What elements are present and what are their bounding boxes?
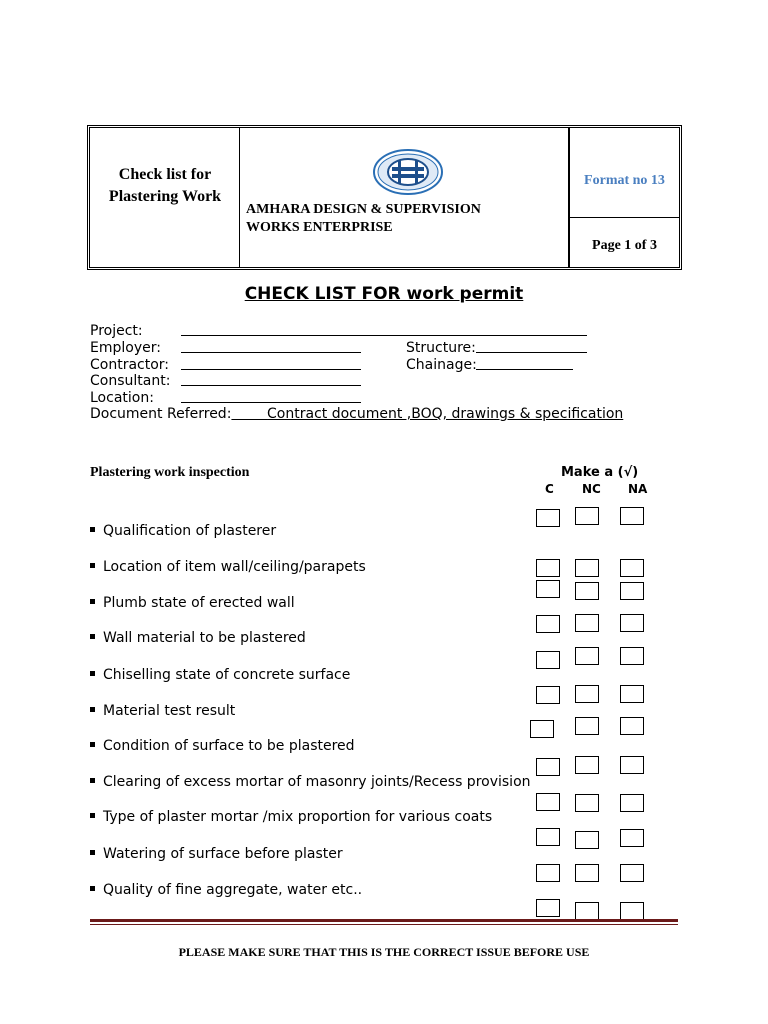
bullet-icon bbox=[90, 742, 95, 747]
checklist-title-line2: Plastering Work bbox=[108, 188, 222, 205]
checklist-item-label: Clearing of excess mortar of masonry joints/Recess provision bbox=[103, 774, 531, 790]
checkbox-c[interactable] bbox=[536, 864, 560, 882]
checklist-item-label: Condition of surface to be plastered bbox=[103, 738, 355, 754]
header-meta-cell bbox=[568, 128, 679, 267]
consultant-input-line[interactable] bbox=[181, 385, 361, 386]
checkbox-na[interactable] bbox=[620, 614, 644, 632]
checkbox-c[interactable] bbox=[536, 509, 560, 527]
checkbox-na[interactable] bbox=[620, 559, 644, 577]
checklist-item bbox=[90, 595, 295, 611]
employer-label: Employer: bbox=[90, 340, 161, 356]
checkbox-na[interactable] bbox=[620, 507, 644, 525]
checklist-item-label: Quality of fine aggregate, water etc.. bbox=[103, 882, 363, 898]
checkbox-nc[interactable] bbox=[575, 685, 599, 703]
checkbox-na[interactable] bbox=[620, 902, 644, 920]
checklist-item bbox=[90, 703, 235, 719]
checkbox-nc[interactable] bbox=[575, 559, 599, 577]
consultant-label: Consultant: bbox=[90, 373, 171, 389]
contractor-label: Contractor: bbox=[90, 357, 170, 373]
checkbox-c[interactable] bbox=[536, 651, 560, 669]
checkbox-nc[interactable] bbox=[575, 647, 599, 665]
checklist-item bbox=[90, 882, 362, 898]
checklist-item bbox=[90, 846, 343, 862]
checkbox-na[interactable] bbox=[620, 829, 644, 847]
checklist-item bbox=[90, 809, 492, 825]
checkbox-c[interactable] bbox=[536, 758, 560, 776]
column-header-nc: NC bbox=[582, 482, 601, 496]
project-label: Project: bbox=[90, 323, 143, 339]
checkbox-nc[interactable] bbox=[575, 831, 599, 849]
organization-name-line1: AMHARA DESIGN & SUPERVISION bbox=[246, 202, 481, 217]
format-number: Format no 13 bbox=[584, 173, 665, 188]
footer-rule-thin bbox=[90, 924, 678, 925]
checklist-item bbox=[90, 667, 350, 683]
checkbox-c[interactable] bbox=[536, 559, 560, 577]
checklist-item bbox=[90, 774, 531, 790]
bullet-icon bbox=[90, 599, 95, 604]
contractor-input-line[interactable] bbox=[181, 369, 361, 370]
checkbox-c[interactable] bbox=[536, 580, 560, 598]
checkbox-na[interactable] bbox=[620, 647, 644, 665]
checklist-item-label: Qualification of plasterer bbox=[103, 523, 277, 539]
checkbox-na[interactable] bbox=[620, 794, 644, 812]
header-divider bbox=[570, 217, 679, 218]
column-header-c: C bbox=[545, 482, 554, 496]
checklist-item-label: Wall material to be plastered bbox=[103, 630, 306, 646]
checkbox-na[interactable] bbox=[620, 864, 644, 882]
checklist-item-label: Location of item wall/ceiling/parapets bbox=[103, 559, 366, 575]
checkbox-nc[interactable] bbox=[575, 756, 599, 774]
checklist-item-label: Material test result bbox=[103, 703, 236, 719]
organization-logo-icon bbox=[372, 148, 444, 196]
bullet-icon bbox=[90, 527, 95, 532]
checkbox-c[interactable] bbox=[536, 615, 560, 633]
column-header-na: NA bbox=[628, 482, 648, 496]
checklist-title bbox=[90, 164, 240, 208]
project-input-line[interactable] bbox=[181, 335, 587, 336]
checkbox-c[interactable] bbox=[536, 899, 560, 917]
checklist-item-label: Type of plaster mortar /mix proportion for various coats bbox=[103, 809, 493, 825]
structure-label: Structure: bbox=[406, 340, 476, 356]
employer-input-line[interactable] bbox=[181, 352, 361, 353]
bullet-icon bbox=[90, 671, 95, 676]
checklist-item-label: Plumb state of erected wall bbox=[103, 595, 295, 611]
bullet-icon bbox=[90, 634, 95, 639]
checkbox-c[interactable] bbox=[536, 793, 560, 811]
bullet-icon bbox=[90, 850, 95, 855]
location-input-line[interactable] bbox=[181, 402, 361, 403]
organization-name-line2: WORKS ENTERPRISE bbox=[246, 220, 393, 235]
section-title: Plastering work inspection bbox=[90, 465, 250, 480]
organization-name bbox=[246, 201, 481, 237]
checkbox-c[interactable] bbox=[530, 720, 554, 738]
checklist-item-label: Watering of surface before plaster bbox=[103, 846, 343, 862]
checkbox-nc[interactable] bbox=[575, 507, 599, 525]
checkbox-na[interactable] bbox=[620, 582, 644, 600]
checklist-item bbox=[90, 559, 366, 575]
checklist-item bbox=[90, 738, 355, 754]
bullet-icon bbox=[90, 813, 95, 818]
checkbox-nc[interactable] bbox=[575, 582, 599, 600]
footer-rule-thick bbox=[90, 919, 678, 922]
checkbox-na[interactable] bbox=[620, 685, 644, 703]
checkbox-na[interactable] bbox=[620, 717, 644, 735]
bullet-icon bbox=[90, 886, 95, 891]
footer-notice: PLEASE MAKE SURE THAT THIS IS THE CORRECT ISSUE BEFORE USE bbox=[178, 945, 590, 959]
checkbox-nc[interactable] bbox=[575, 864, 599, 882]
checkbox-nc[interactable] bbox=[575, 794, 599, 812]
make-tick-heading: Make a (√) bbox=[561, 465, 639, 480]
page-number: Page 1 of 3 bbox=[592, 238, 657, 253]
checkbox-na[interactable] bbox=[620, 756, 644, 774]
checklist-title-line1: Check list for bbox=[118, 166, 212, 183]
bullet-icon bbox=[90, 778, 95, 783]
document-header bbox=[87, 125, 682, 270]
page-title: CHECK LIST FOR work permit bbox=[244, 284, 524, 304]
checkbox-nc[interactable] bbox=[575, 902, 599, 920]
checkbox-nc[interactable] bbox=[575, 614, 599, 632]
chainage-label: Chainage: bbox=[406, 357, 477, 373]
checklist-item-label: Chiselling state of concrete surface bbox=[103, 667, 351, 683]
document-referred bbox=[90, 406, 623, 422]
document-referred-label: Document Referred: bbox=[90, 406, 232, 422]
bullet-icon bbox=[90, 563, 95, 568]
checklist-item bbox=[90, 523, 276, 539]
checklist-item bbox=[90, 630, 306, 646]
structure-input-line[interactable] bbox=[476, 352, 587, 353]
chainage-input-line[interactable] bbox=[476, 369, 573, 370]
location-label: Location: bbox=[90, 390, 154, 406]
checkbox-c[interactable] bbox=[536, 828, 560, 846]
checkbox-c[interactable] bbox=[536, 686, 560, 704]
bullet-icon bbox=[90, 707, 95, 712]
document-referred-value: Contract document ,BOQ, drawings & specification bbox=[267, 406, 624, 422]
checkbox-nc[interactable] bbox=[575, 717, 599, 735]
